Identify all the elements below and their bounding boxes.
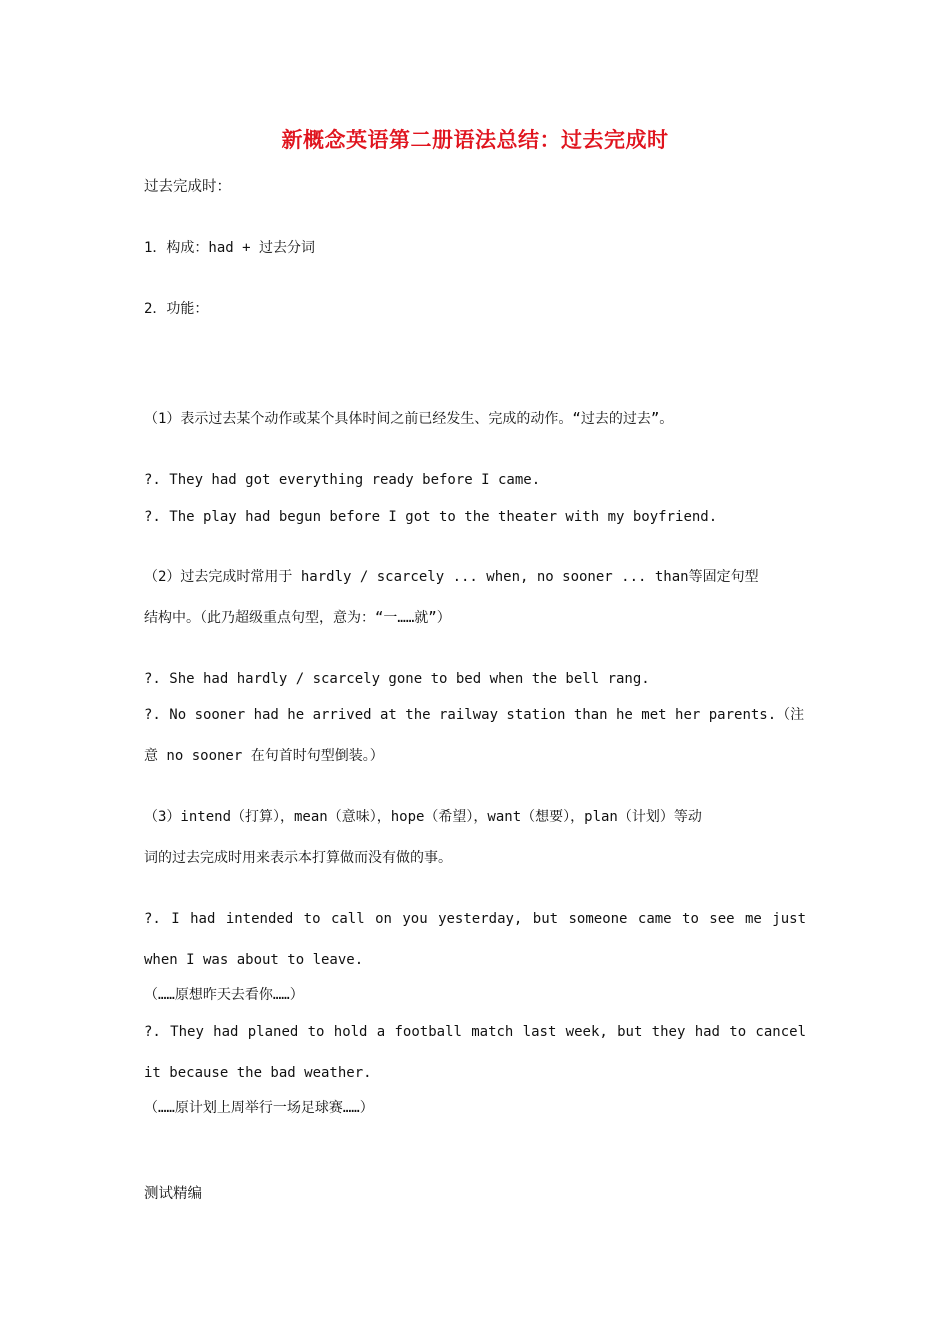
section-1-example-1: ?. They had got everything ready before I came. bbox=[144, 472, 541, 488]
section-2-heading-line-2: 结构中。（此乃超级重点句型，意为：“一……就”） bbox=[144, 610, 451, 626]
section-2-example-2-line-1: ?. No sooner had he arrived at the railway station than he met her parents.（注 bbox=[144, 707, 805, 723]
intro-text: 过去完成时： bbox=[144, 179, 231, 195]
section-3-heading-line-2: 词的过去完成时用来表示本打算做而没有做的事。 bbox=[144, 850, 452, 866]
section-2-example-2-line-2: 意 no sooner 在句首时句型倒装。） bbox=[144, 748, 384, 764]
section-3-example-1-line-2: when I was about to leave. bbox=[144, 952, 364, 968]
section-3-example-2-line-1: ?. They had planed to hold a football match last week, but they had to cancel bbox=[144, 1024, 806, 1040]
section-1-heading: （1）表示过去某个动作或某个具体时间之前已经发生、完成的动作。“过去的过去”。 bbox=[144, 411, 674, 427]
section-1-example-2: ?. The play had begun before I got to the theater with my boyfriend. bbox=[144, 509, 718, 525]
section-2-heading-line-1: （2）过去完成时常用于 hardly / scarcely ... when, no sooner ... than等固定句型 bbox=[144, 569, 759, 585]
section-3-heading-line-1: （3）intend（打算），mean（意味），hope（希望），want（想要），plan（计划）等动 bbox=[144, 809, 702, 825]
section-3-example-1-line-1: ?. I had intended to call on you yesterday, but someone came to see me just bbox=[144, 911, 806, 927]
document-title: 新概念英语第二册语法总结：过去完成时 bbox=[281, 128, 669, 152]
point-1-text: 1．构成：had + 过去分词 bbox=[144, 240, 316, 256]
section-3-example-2-line-2: it because the bad weather. bbox=[144, 1065, 372, 1081]
section-3-example-1-note: （……原想昨天去看你……） bbox=[144, 987, 304, 1003]
point-2-text: 2．功能： bbox=[144, 301, 209, 317]
section-2-example-1: ?. She had hardly / scarcely gone to bed when the bell rang. bbox=[144, 671, 650, 687]
footer-heading: 测试精编 bbox=[144, 1186, 202, 1202]
section-3-example-2-note: （……原计划上周举行一场足球赛……） bbox=[144, 1100, 374, 1116]
